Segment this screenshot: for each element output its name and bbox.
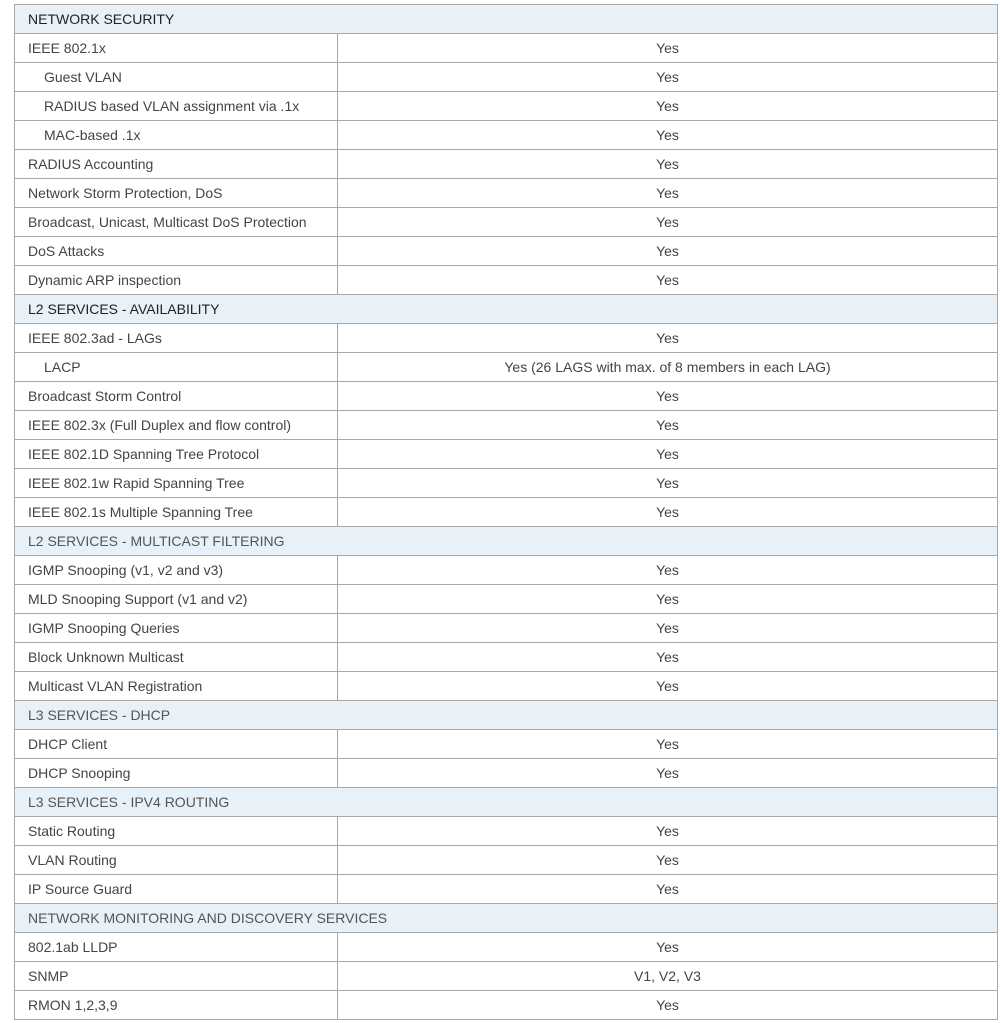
table-row bbox=[15, 991, 998, 1020]
feature-cell: Broadcast, Unicast, Multicast DoS Protection bbox=[15, 208, 338, 237]
section-title: L3 SERVICES - IPV4 ROUTING bbox=[15, 788, 998, 817]
value-cell: Yes bbox=[338, 92, 998, 121]
feature-cell: RMON 1,2,3,9 bbox=[15, 991, 338, 1020]
table-row bbox=[15, 556, 998, 585]
value-cell: Yes bbox=[338, 63, 998, 92]
table-row bbox=[15, 324, 998, 353]
value-cell: Yes bbox=[338, 991, 998, 1020]
feature-cell: Block Unknown Multicast bbox=[15, 643, 338, 672]
table-row bbox=[15, 585, 998, 614]
feature-cell: SNMP bbox=[15, 962, 338, 991]
feature-cell: IEEE 802.1x bbox=[15, 34, 338, 63]
value-cell: Yes bbox=[338, 266, 998, 295]
feature-cell: Dynamic ARP inspection bbox=[15, 266, 338, 295]
table-row bbox=[15, 759, 998, 788]
section-title: NETWORK MONITORING AND DISCOVERY SERVICES bbox=[15, 904, 998, 933]
feature-cell: MAC-based .1x bbox=[15, 121, 338, 150]
table-row bbox=[15, 614, 998, 643]
value-cell: Yes bbox=[338, 121, 998, 150]
table-row bbox=[15, 92, 998, 121]
table-row bbox=[15, 353, 998, 382]
value-cell: Yes bbox=[338, 556, 998, 585]
value-cell: Yes bbox=[338, 933, 998, 962]
feature-cell: Static Routing bbox=[15, 817, 338, 846]
section-header-row bbox=[15, 5, 998, 34]
value-cell: V1, V2, V3 bbox=[338, 962, 998, 991]
table-row bbox=[15, 208, 998, 237]
section-title: L2 SERVICES - AVAILABILITY bbox=[15, 295, 998, 324]
table-row bbox=[15, 121, 998, 150]
value-cell: Yes bbox=[338, 208, 998, 237]
section-header-row bbox=[15, 701, 998, 730]
value-cell: Yes bbox=[338, 237, 998, 266]
table-row bbox=[15, 150, 998, 179]
table-row bbox=[15, 672, 998, 701]
feature-cell: Guest VLAN bbox=[15, 63, 338, 92]
table-row bbox=[15, 266, 998, 295]
value-cell: Yes bbox=[338, 846, 998, 875]
value-cell: Yes bbox=[338, 440, 998, 469]
feature-cell: IGMP Snooping Queries bbox=[15, 614, 338, 643]
value-cell: Yes bbox=[338, 179, 998, 208]
spec-table-body bbox=[15, 5, 998, 1020]
value-cell: Yes bbox=[338, 469, 998, 498]
table-row bbox=[15, 382, 998, 411]
value-cell: Yes bbox=[338, 643, 998, 672]
feature-cell: IGMP Snooping (v1, v2 and v3) bbox=[15, 556, 338, 585]
section-header-row bbox=[15, 295, 998, 324]
value-cell: Yes bbox=[338, 150, 998, 179]
value-cell: Yes bbox=[338, 411, 998, 440]
feature-cell: IP Source Guard bbox=[15, 875, 338, 904]
feature-cell: IEEE 802.1w Rapid Spanning Tree bbox=[15, 469, 338, 498]
feature-cell: IEEE 802.1D Spanning Tree Protocol bbox=[15, 440, 338, 469]
feature-cell: DoS Attacks bbox=[15, 237, 338, 266]
feature-cell: IEEE 802.3x (Full Duplex and flow control) bbox=[15, 411, 338, 440]
section-title: L2 SERVICES - MULTICAST FILTERING bbox=[15, 527, 998, 556]
value-cell: Yes bbox=[338, 498, 998, 527]
table-row bbox=[15, 962, 998, 991]
section-header-row bbox=[15, 527, 998, 556]
value-cell: Yes bbox=[338, 382, 998, 411]
value-cell: Yes bbox=[338, 875, 998, 904]
feature-cell: IEEE 802.1s Multiple Spanning Tree bbox=[15, 498, 338, 527]
feature-cell: Broadcast Storm Control bbox=[15, 382, 338, 411]
value-cell: Yes bbox=[338, 759, 998, 788]
table-row bbox=[15, 63, 998, 92]
section-header-row bbox=[15, 904, 998, 933]
feature-cell: LACP bbox=[15, 353, 338, 382]
table-row bbox=[15, 34, 998, 63]
table-row bbox=[15, 817, 998, 846]
feature-cell: Multicast VLAN Registration bbox=[15, 672, 338, 701]
feature-cell: VLAN Routing bbox=[15, 846, 338, 875]
value-cell: Yes bbox=[338, 324, 998, 353]
table-row bbox=[15, 179, 998, 208]
feature-cell: IEEE 802.3ad - LAGs bbox=[15, 324, 338, 353]
value-cell: Yes bbox=[338, 614, 998, 643]
table-row bbox=[15, 469, 998, 498]
feature-cell: RADIUS based VLAN assignment via .1x bbox=[15, 92, 338, 121]
table-row bbox=[15, 730, 998, 759]
table-row bbox=[15, 498, 998, 527]
table-row bbox=[15, 933, 998, 962]
value-cell: Yes bbox=[338, 817, 998, 846]
value-cell: Yes (26 LAGS with max. of 8 members in each LAG) bbox=[338, 353, 998, 382]
value-cell: Yes bbox=[338, 585, 998, 614]
feature-cell: MLD Snooping Support (v1 and v2) bbox=[15, 585, 338, 614]
value-cell: Yes bbox=[338, 730, 998, 759]
table-row bbox=[15, 237, 998, 266]
feature-cell: RADIUS Accounting bbox=[15, 150, 338, 179]
feature-cell: 802.1ab LLDP bbox=[15, 933, 338, 962]
feature-cell: DHCP Client bbox=[15, 730, 338, 759]
value-cell: Yes bbox=[338, 672, 998, 701]
feature-cell: DHCP Snooping bbox=[15, 759, 338, 788]
table-row bbox=[15, 411, 998, 440]
spec-table bbox=[14, 4, 998, 1020]
table-row bbox=[15, 875, 998, 904]
table-row bbox=[15, 846, 998, 875]
section-title: NETWORK SECURITY bbox=[15, 5, 998, 34]
value-cell: Yes bbox=[338, 34, 998, 63]
feature-cell: Network Storm Protection, DoS bbox=[15, 179, 338, 208]
table-row bbox=[15, 643, 998, 672]
table-row bbox=[15, 440, 998, 469]
section-header-row bbox=[15, 788, 998, 817]
section-title: L3 SERVICES - DHCP bbox=[15, 701, 998, 730]
